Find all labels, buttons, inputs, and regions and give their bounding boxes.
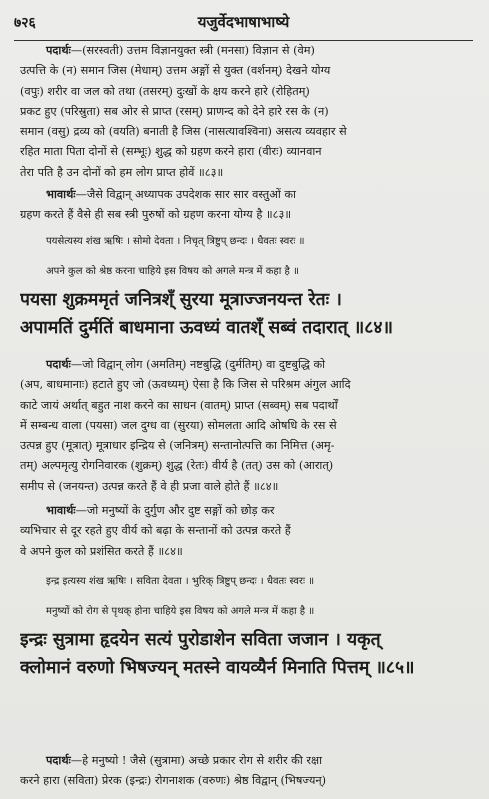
mantra-85-line-1: इन्द्रः सुत्रामा हृदयेन सत्यं पुरोडाशेन सविता जजान । यकृत् (20, 630, 381, 650)
rishi-devata-84: पयसेत्यस्य शंख ऋषिः । सोमो देवता । निचृत् त्रिष्टुप् छन्दः । धैवतः स्वरः ॥ (46, 236, 305, 247)
bhavartha-83 (20, 184, 471, 226)
mantra-intro-84: अपने कुल को श्रेष्ठ करना चाहिये इस विषय को अगले मन्त्र में कहा है ॥ (46, 266, 299, 277)
padartha-label: पदार्थः (46, 43, 71, 57)
bhavartha-label: भावार्थः (46, 187, 76, 201)
padartha-85 (20, 750, 471, 792)
padartha-83-line-7: तेरा पति है उन दोनों को हम लोग प्राप्त होवें ॥८३॥ (20, 165, 224, 179)
bhavartha-84-line-3: वे अपने कुल को प्रशंसित करते हैं ॥८४॥ (20, 544, 183, 558)
padartha-83-line-6: रहित माता पिता दोनों से (सम्भूः) शुद्ध को ग्रहण करने हारा (वीरः) व्यानवान (20, 145, 322, 159)
mantra-85 (20, 626, 471, 682)
padartha-label: पदार्थः (46, 357, 71, 371)
padartha-84-line-5: उत्पन्न हुए (मूत्रात्) मूत्राधार इन्द्रिय से (जनित्रम्) सन्तानोत्पत्ति का निमित्त (अमृ- (20, 439, 335, 453)
bhavartha-83-line-2: ग्रहण करते हैं वैसे ही सब स्त्री पुरुषों को ग्रहण करना योग्य है ॥८३॥ (20, 208, 292, 222)
padartha-83-line-4: प्रकट हुए (परिस्रुता) सब ओर से प्राप्त (रसम्) प्राणन्द को देने हारे रस के (न) (20, 104, 329, 118)
bhavartha-label: भावार्थः (46, 503, 76, 517)
mantra-84 (20, 286, 471, 342)
padartha-84-line-3: काटे जायं अर्थात् बहुत नाश करने का साधन (वातम्) प्राप्त (सब्वम्) सब पदार्थों (20, 398, 338, 412)
padartha-84-line-1: पदार्थः—जो विद्वान् लोग (अमतिम्) नष्टबुद्धि (दुर्मतिम्) वा दुष्टबुद्धि को (46, 357, 326, 371)
running-title: यजुर्वेदभाषाभाष्ये (197, 13, 290, 31)
padartha-84-line-6: तम्) अल्पमृत्यु रोगनिवारक (शुक्रम्) शुद्ध (रेतः) वीर्य है (तत्) उस को (आरात्) (20, 459, 334, 473)
page-header (14, 10, 473, 36)
mantra-84-line-2: अपामतिं दुर्मतिं बाधमाना ऊवध्यं वातश्ँ सब्वं तदारात् ॥८४॥ (20, 318, 393, 338)
mantra-84-line-1: पयसा शुक्रममृतं जनित्रश्ँ सुरया मूत्राज्जनयन्त रेतः । (20, 290, 342, 310)
padartha-84-line-2: (अप, बाधमानाः) हटाते हुए जो (ऊवध्यम्) ऐसा है कि जिस से परिश्रम अंगुल आदि (20, 378, 351, 392)
padartha-83 (20, 40, 471, 183)
padartha-83-line-3: (वपुः) शरीर वा जल को तथा (तसरम्) दुःखों के क्षय करने हारे (रोहितम्) (20, 84, 310, 98)
mantra-85-line-2: क्लोमानं वरुणो भिषज्यन् मतस्ने वायव्यैर्न मिनाति पित्तम् ॥८५॥ (20, 658, 415, 678)
bhavartha-84-line-1: भावार्थः—जो मनुष्यों के दुर्गुण और दुष्ट सङ्गों को छोड़ कर (46, 503, 275, 517)
bhavartha-84-line-2: व्यभिचार से दूर रहते हुए वीर्य को बढ़ा के सन्तानों को उत्पन्न करते हैं (20, 524, 291, 538)
padartha-85-line-1: पदार्थः—हे मनुष्यो ! जैसे (सुत्रामा) अच्छे प्रकार रोग से शरीर की रक्षा (46, 753, 323, 767)
mantra-intro-85: मनुष्यों को रोग से पृथक् होना चाहिये इस विषय को अगले मन्त्र में कहा है ॥ (46, 606, 315, 617)
padartha-83-line-1: पदार्थः—(सरस्वती) उत्तम विज्ञानयुक्त स्त्री (मनसा) विज्ञान से (वेम) (46, 43, 315, 57)
padartha-83-line-2: उत्पत्ति के (न) समान जिस (मेधाम्) उत्तम अङ्गों से युक्त (वर्शनम्) देखने योग्य (20, 64, 331, 78)
bhavartha-83-line-1: भावार्थः—जैसे विद्वान् अध्यापक उपदेशक सार सार वस्तुओं का (46, 187, 296, 201)
padartha-85-line-2: करने हारा (सविता) प्रेरक (इन्द्रः) रोगनाशक (वरुणः) श्रेष्ठ विद्वान् (भिषज्यन्) (20, 774, 327, 788)
page-number: ७२६ (14, 15, 36, 31)
padartha-84-line-7: समीप से (जनयन्त) उत्पन्न करते हैं वे ही प्रजा वाले होते हैं ॥८४॥ (20, 479, 279, 493)
padartha-84-line-4: में सम्बन्ध वाला (पयसा) जल दुग्ध वा (सुरया) सोमलता आदि ओषधि के रस से (20, 418, 337, 432)
rishi-devata-85: इन्द्र इत्यस्य शंख ऋषिः । सविता देवता । भुरिक् त्रिष्टुप् छन्दः । धैवतः स्वरः ॥ (46, 576, 315, 587)
padartha-label: पदार्थः (46, 753, 71, 767)
bhavartha-84 (20, 500, 471, 562)
padartha-84 (20, 354, 471, 497)
padartha-83-line-5: समान (वसु) द्रव्य को (वयति) बनाती है जिस (नासत्यावश्विना) असत्य व्यवहार से (20, 125, 347, 139)
